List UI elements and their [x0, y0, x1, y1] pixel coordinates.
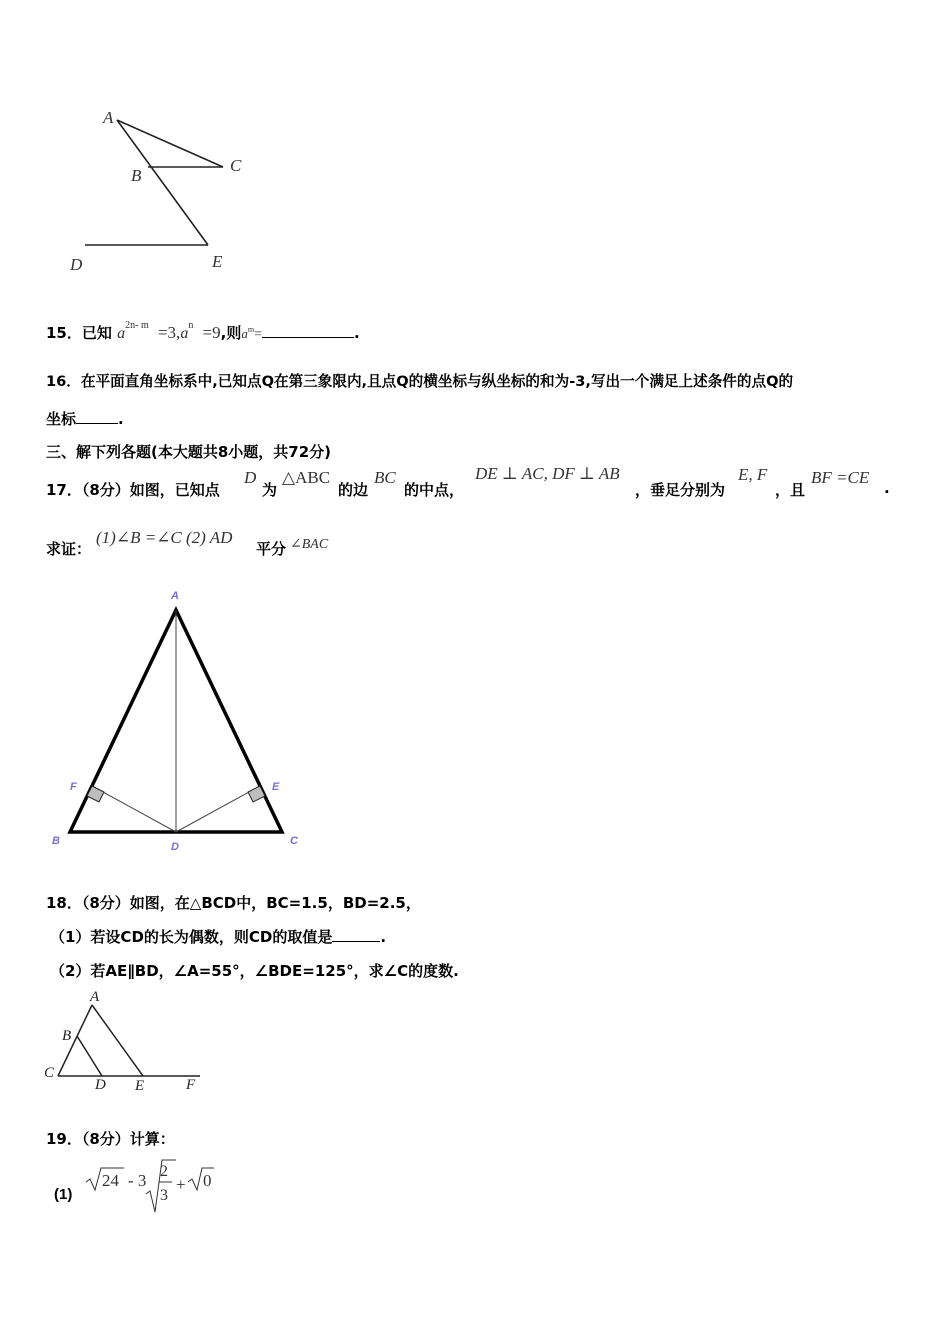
- question-18-line1: 18．（8分）如图，在△BCD中，BC=1.5，BD=2.5，: [46, 894, 421, 912]
- q15-then: ,则: [220, 324, 242, 342]
- section-3-title: 三、解下列各题(本大题共8小题，共72分): [46, 443, 332, 461]
- q15-base-a: a: [117, 325, 126, 342]
- q19-numerator: 2: [160, 1163, 168, 1180]
- q17-side: 的边: [338, 481, 369, 499]
- q16-end: .: [118, 410, 124, 428]
- q15-exponent-3: m: [247, 325, 255, 334]
- figure-q18: [40, 985, 220, 1095]
- q15-number: 15．: [46, 324, 82, 342]
- q17-end: .: [884, 479, 890, 497]
- q17-perpendicular: DE ⊥ AC, DF ⊥ AB: [475, 464, 620, 483]
- q18-answer-blank[interactable]: [332, 927, 380, 942]
- q19-radicand-24: 24: [102, 1171, 119, 1190]
- question-16-line2: [46, 408, 124, 429]
- question-19: 19．（8分）计算：: [46, 1130, 175, 1148]
- q17-BC: BC: [374, 468, 396, 487]
- q17-equation: BF =CE: [811, 468, 870, 487]
- label-F: F: [186, 1077, 196, 1093]
- question-18-line3: （2）若AE∥BD，∠A=55°，∠BDE=125°，求∠C的度数.: [50, 962, 459, 980]
- q17-point-D: D: [244, 468, 257, 487]
- q15-base-a2: a: [180, 325, 189, 342]
- label-C: C: [290, 835, 298, 847]
- q15-exponent-1: 2n- m: [125, 320, 149, 331]
- figure-q17: [40, 580, 320, 860]
- q18-part1: （1）若设CD的长为偶数，则CD的取值是: [50, 928, 333, 946]
- q19-denominator: 3: [160, 1187, 168, 1204]
- q15-equals-1: =3,: [157, 323, 181, 342]
- q17-angle: ∠BAC: [290, 537, 329, 552]
- q17-midpoint: 的中点，: [404, 481, 465, 499]
- q17-wei: 为: [262, 481, 278, 499]
- label-D: D: [171, 841, 179, 853]
- label-F: F: [70, 781, 77, 793]
- label-C: C: [44, 1065, 55, 1081]
- question-15: [46, 322, 360, 343]
- q17-text: 17．（8分）如图，已知点: [46, 481, 220, 499]
- q19-minus-3: - 3: [128, 1171, 147, 1190]
- q15-equals-3: =: [254, 327, 262, 342]
- label-E: E: [212, 252, 223, 271]
- label-B: B: [131, 166, 142, 185]
- q17-EF: E, F: [738, 465, 768, 484]
- q16-coordinate-label: 坐标: [46, 410, 77, 428]
- q19-expression: [84, 1156, 224, 1220]
- q15-answer-blank[interactable]: [262, 323, 354, 338]
- q15-base-a3: a: [241, 326, 248, 341]
- q18-part1-end: .: [380, 928, 387, 946]
- q15-prefix: 已知: [81, 324, 112, 342]
- q17-claim: (1)∠B =∠C (2) AD: [96, 528, 233, 547]
- question-18-line2: [50, 926, 386, 947]
- q15-end: .: [353, 324, 360, 342]
- q17-feet: ，垂足分别为: [635, 481, 726, 499]
- question-16-line1: 16．在平面直角坐标系中,已知点Q在第三象限内,且点Q的横坐标与纵坐标的和为-3,写出一个满足上述条件的点Q的: [46, 373, 794, 390]
- label-B: B: [62, 1028, 72, 1044]
- q15-exponent-2: n: [188, 320, 194, 331]
- q17-prove: 求证：: [46, 540, 92, 558]
- q17-bisects: 平分: [256, 540, 287, 558]
- label-A: A: [90, 989, 100, 1005]
- label-D: D: [95, 1077, 106, 1093]
- figure-q14: [60, 100, 260, 280]
- label-A: A: [171, 590, 179, 602]
- label-E: E: [135, 1078, 145, 1094]
- q17-triangle: △ABC: [282, 468, 331, 487]
- q19-radicand-0: 0: [203, 1171, 212, 1190]
- q16-answer-blank[interactable]: [76, 409, 118, 424]
- label-D: D: [70, 255, 83, 274]
- q15-equals-2: =9: [202, 323, 221, 342]
- label-C: C: [230, 156, 242, 175]
- q19-sub1-label: (1): [54, 1186, 73, 1203]
- label-B: B: [52, 835, 60, 847]
- q19-plus: +: [176, 1175, 186, 1194]
- label-E: E: [272, 781, 280, 793]
- q17-and: ，且: [775, 481, 806, 499]
- label-A: A: [103, 108, 114, 127]
